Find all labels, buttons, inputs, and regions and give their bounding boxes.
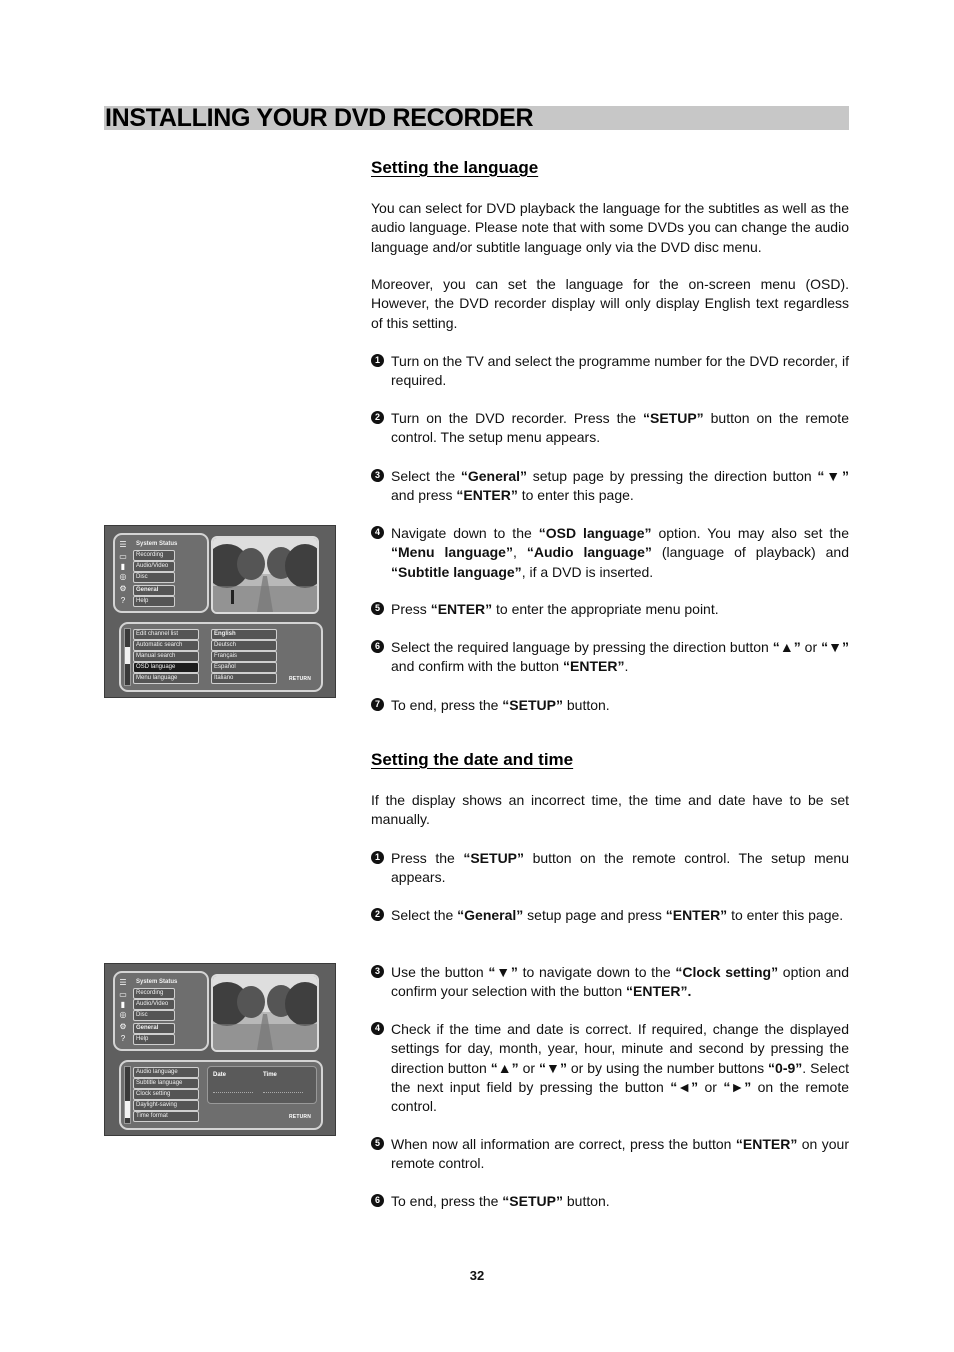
date-intro-paragraph: If the display shows an incorrect time, the time and date have to be set manually.: [371, 792, 849, 828]
option-italiano: Italiano: [211, 673, 277, 684]
step-number-badge: 3: [371, 469, 384, 482]
scrollbar[interactable]: [124, 1066, 131, 1124]
menu-item-daylight-saving: Daylight-saving: [133, 1100, 199, 1111]
menu-item-general: General: [133, 585, 175, 596]
step-number-badge: 3: [371, 965, 384, 978]
time-label: Time: [263, 1072, 277, 1078]
step-number-badge: 2: [371, 411, 384, 424]
setup-menu-panel: [113, 533, 209, 613]
clock-options-panel: [119, 1060, 323, 1130]
step-number-badge: 1: [371, 354, 384, 367]
language-step-5: 5 Press “ENTER” to enter the appropriate menu point.: [371, 600, 849, 619]
step-number-badge: 5: [371, 1137, 384, 1150]
system-status-icon: ☰: [119, 978, 127, 987]
menu-item-audio-video: Audio/Video: [133, 561, 175, 572]
language-intro-paragraph: You can select for DVD playback the language for the subtitles as well as the audio language. Please note that with some DVDs you can change the audio language and/or subtitle language only via the DVD disc menu.: [371, 200, 849, 255]
time-value-field[interactable]: [263, 1086, 303, 1093]
tv-preview: [211, 974, 319, 1052]
menu-item-edit-channel-list: Edit channel list: [133, 629, 199, 640]
page-title: INSTALLING YOUR DVD RECORDER: [105, 104, 534, 132]
title-bar: [104, 106, 849, 130]
option-espanol: Español: [211, 662, 277, 673]
language-step-7: 7 To end, press the “SETUP” button.: [371, 696, 849, 715]
help-icon: ?: [120, 596, 126, 605]
step-number-badge: 1: [371, 851, 384, 864]
clock-setting-menu-screenshot: [104, 963, 336, 1136]
step-number-badge: 6: [371, 640, 384, 653]
menu-item-osd-language: OSD language: [133, 662, 199, 673]
disc-icon: ◎: [119, 572, 127, 581]
menu-item-audio-video: Audio/Video: [133, 999, 175, 1010]
tree-avenue-image: [213, 976, 317, 1050]
date-step-5: 5 When now all information are correct, press the button “ENTER” on your remote control.: [371, 1135, 849, 1174]
step-number-badge: 7: [371, 698, 384, 711]
date-step-2: 2 Select the “General” setup page and press “ENTER” to enter this page.: [371, 906, 849, 925]
menu-item-manual-search: Manual search: [133, 651, 199, 662]
menu-item-subtitle-language: Subtitle language: [133, 1078, 199, 1089]
menu-item-system-status: System Status: [136, 541, 178, 547]
scrollbar[interactable]: [124, 628, 131, 686]
language-options-panel: [119, 622, 323, 692]
date-step-3: 3 Use the button “▼” to navigate down to the “Clock setting” option and confirm your selection with the button “ENTER”.: [371, 963, 849, 1002]
page-number: 32: [469, 1268, 485, 1283]
menu-item-menu-language: Menu language: [133, 673, 199, 684]
menu-item-disc: Disc: [133, 572, 175, 583]
tv-preview: [211, 536, 319, 614]
date-step-6: 6 To end, press the “SETUP” button.: [371, 1192, 849, 1211]
general-icon: ⚙: [119, 1022, 127, 1031]
help-icon: ?: [120, 1034, 126, 1043]
menu-item-automatic-search: Automatic search: [133, 640, 199, 651]
step-number-badge: 6: [371, 1194, 384, 1207]
menu-item-recording: Recording: [133, 550, 175, 561]
audio-video-icon: ▮: [120, 1000, 126, 1009]
language-step-1: 1 Turn on the TV and select the programme number for the DVD recorder, if required.: [371, 352, 849, 391]
menu-item-time-format: Time format: [133, 1111, 199, 1122]
language-step-3: 3 Select the “General” setup page by pressing the direction button “▼” and press “ENTER” to enter this page.: [371, 467, 849, 506]
setup-menu-panel: [113, 971, 209, 1051]
menu-item-general: General: [133, 1023, 175, 1034]
general-icon: ⚙: [119, 584, 127, 593]
return-button: RETURN: [289, 1114, 312, 1120]
return-button: RETURN: [289, 676, 312, 682]
step-number-badge: 2: [371, 908, 384, 921]
language-osd-paragraph: Moreover, you can set the language for the on-screen menu (OSD). However, the DVD recorder display will only display English text regardless of this setting.: [371, 276, 849, 331]
menu-item-clock-setting: Clock setting: [133, 1089, 199, 1100]
osd-language-menu-screenshot: [104, 525, 336, 698]
menu-item-help: Help: [133, 596, 175, 607]
step-number-badge: 4: [371, 526, 384, 539]
menu-item-disc: Disc: [133, 1010, 175, 1021]
language-step-4: 4 Navigate down to the “OSD language” option. You may also set the “Menu language”, “Audio language” (language of playback) and “Subtitle language”, if a DVD is inserted.: [371, 524, 849, 582]
section-heading-language: Setting the language: [371, 158, 539, 177]
option-deutsch: Deutsch: [211, 640, 277, 651]
language-step-2: 2 Turn on the DVD recorder. Press the “SETUP” button on the remote control. The setup menu appears.: [371, 409, 849, 448]
step-number-badge: 4: [371, 1022, 384, 1035]
date-time-box: [207, 1066, 317, 1104]
option-francais: Français: [211, 651, 277, 662]
menu-item-help: Help: [133, 1034, 175, 1045]
audio-video-icon: ▮: [120, 562, 126, 571]
language-step-6: 6 Select the required language by pressing the direction button “▲” or “▼” and confirm with the button “ENTER”.: [371, 638, 849, 677]
section-heading-date-time: Setting the date and time: [371, 750, 574, 769]
recording-icon: ▭: [119, 990, 127, 999]
recording-icon: ▭: [119, 552, 127, 561]
tree-avenue-image: [213, 538, 317, 612]
disc-icon: ◎: [119, 1010, 127, 1019]
date-label: Date: [213, 1072, 227, 1078]
step-number-badge: 5: [371, 602, 384, 615]
menu-item-audio-language: Audio language: [133, 1067, 199, 1078]
menu-item-recording: Recording: [133, 988, 175, 999]
date-step-4: 4 Check if the time and date is correct. If required, change the displayed settings for day, month, year, hour, minute and second by pressing the direction button “▲” or “▼” or by using the number buttons “0-9”. Select the next input field by pressing the button “◄” or “►” on the remote control.: [371, 1020, 849, 1116]
system-status-icon: ☰: [119, 540, 127, 549]
option-english: English: [211, 629, 277, 640]
date-value-field[interactable]: [213, 1086, 253, 1093]
date-step-1: 1 Press the “SETUP” button on the remote control. The setup menu appears.: [371, 849, 849, 888]
menu-item-system-status: System Status: [136, 979, 178, 985]
